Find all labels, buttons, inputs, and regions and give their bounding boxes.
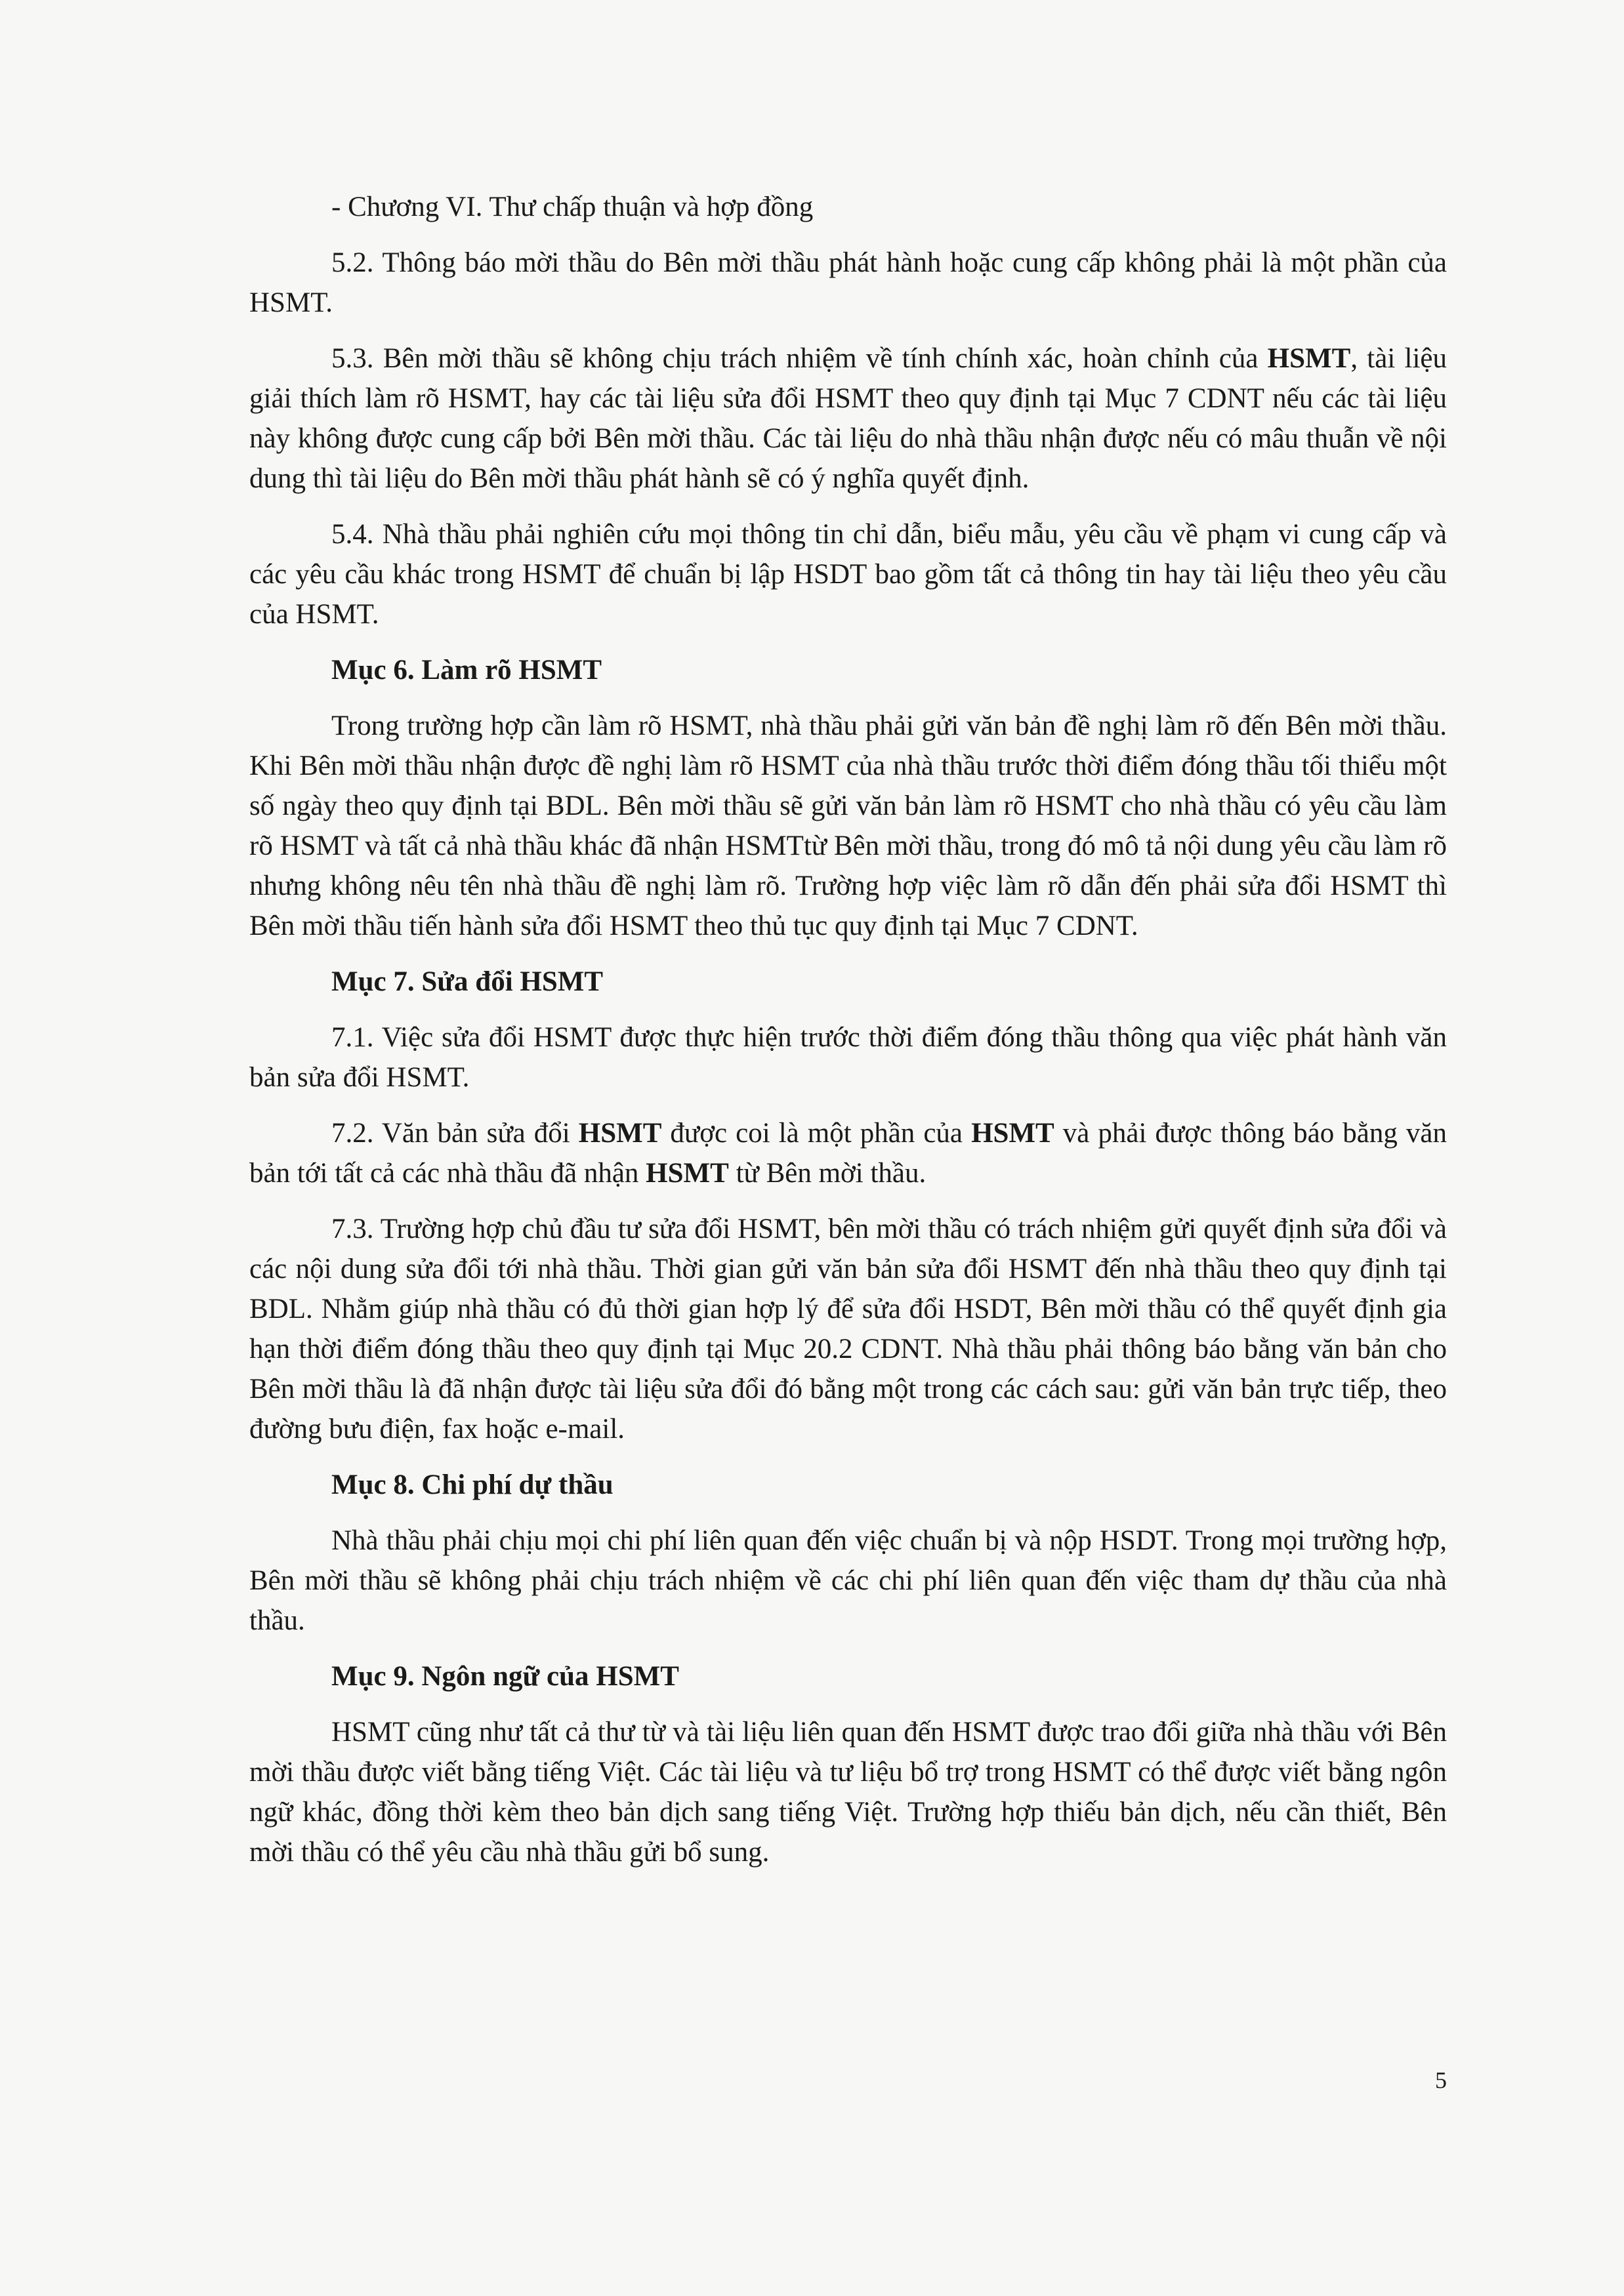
text-run: 5.4. Nhà thầu phải nghiên cứu mọi thông tin chỉ dẫn, biểu mẫu, yêu cầu về phạm vi cung cấp và các yêu cầu khác trong HSMT để chuẩn bị lập HSDT bao gồm tất cả thông tin hay tài liệu theo yêu cầu của HSMT. [249, 519, 1447, 630]
text-run: và phải được thông báo bằng văn bản tới tất cả các nhà thầu đã nhận [249, 1118, 1447, 1189]
text-run: HSMT cũng như tất cả thư từ và tài liệu liên quan đến HSMT được trao đổi giữa nhà thầu với Bên mời thầu được viết bằng tiếng Việt. Các tài liệu và tư liệu bổ trợ trong HSMT có thể được viết bằng ngôn ngữ khác, đồng thời kèm theo bản dịch sang tiếng Việt. Trường hợp thiếu bản dịch, nếu cần thiết, Bên mời thầu có thể yêu cầu nhà thầu gửi bổ sung. [249, 1717, 1447, 1868]
paragraph [249, 338, 1447, 499]
paragraph [249, 1712, 1447, 1872]
paragraph [249, 1521, 1447, 1641]
text-run: 5.3. Bên mời thầu sẽ không chịu trách nhiệm về tính chính xác, hoàn chỉnh của [331, 343, 1268, 374]
text-run: 7.2. Văn bản sửa đổi [331, 1118, 579, 1149]
text-run: 7.3. Trường hợp chủ đầu tư sửa đổi HSMT, bên mời thầu có trách nhiệm gửi quyết định sửa đổi và các nội dung sửa đổi tới nhà thầu. Thời gian gửi văn bản sửa đổi HSMT đến nhà thầu theo quy định tại BDL. Nhằm giúp nhà thầu có đủ thời gian hợp lý để sửa đổi HSDT, Bên mời thầu có thể quyết định gia hạn thời điểm đóng thầu theo quy định tại Mục 20.2 CDNT. Nhà thầu phải thông báo bằng văn bản cho Bên mời thầu là đã nhận được tài liệu sửa đổi đó bằng một trong các cách sau: gửi văn bản trực tiếp, theo đường bưu điện, fax hoặc e-mail. [249, 1214, 1447, 1445]
bold-text: HSMT [1267, 343, 1351, 374]
text-run: 5.2. Thông báo mời thầu do Bên mời thầu phát hành hoặc cung cấp không phải là một phần của HSMT. [249, 247, 1447, 318]
paragraph [249, 1113, 1447, 1193]
text-run: , tài liệu giải thích làm rõ HSMT, hay các tài liệu sửa đổi HSMT theo quy định tại Mục 7 CDNT nếu các tài liệu này không được cung cấp bởi Bên mời thầu. Các tài liệu do nhà thầu nhận được nếu có mâu thuẫn về nội dung thì tài liệu do Bên mời thầu phát hành sẽ có ý nghĩa quyết định. [249, 343, 1447, 494]
paragraph [249, 1017, 1447, 1097]
paragraph [249, 706, 1447, 946]
document-body [249, 187, 1447, 1888]
text-run: được coi là một phần của [661, 1118, 972, 1149]
text-run: Trong trường hợp cần làm rõ HSMT, nhà thầu phải gửi văn bản đề nghị làm rõ đến Bên mời thầu. Khi Bên mời thầu nhận được đề nghị làm rõ HSMT của nhà thầu trước thời điểm đóng thầu tối thiểu một số ngày theo quy định tại BDL. Bên mời thầu sẽ gửi văn bản làm rõ HSMT cho nhà thầu có yêu cầu làm rõ HSMT và tất cả nhà thầu khác đã nhận HSMTtừ Bên mời thầu, trong đó mô tả nội dung yêu cầu làm rõ nhưng không nêu tên nhà thầu đề nghị làm rõ. Trường hợp việc làm rõ dẫn đến phải sửa đổi HSMT thì Bên mời thầu tiến hành sửa đổi HSMT theo thủ tục quy định tại Mục 7 CDNT. [249, 710, 1447, 941]
page-number: 5 [1435, 2067, 1447, 2093]
paragraph [249, 514, 1447, 634]
section-heading [249, 1465, 1447, 1505]
section-heading [249, 1656, 1447, 1696]
text-run: 7.1. Việc sửa đổi HSMT được thực hiện trước thời điểm đóng thầu thông qua việc phát hành văn bản sửa đổi HSMT. [249, 1022, 1447, 1093]
bold-text: HSMT [971, 1118, 1054, 1149]
section-heading [249, 650, 1447, 690]
text-run: - Chương VI. Thư chấp thuận và hợp đồng [331, 192, 814, 222]
paragraph [249, 243, 1447, 323]
bold-text: HSMT [578, 1118, 662, 1149]
bold-text: HSMT [646, 1158, 729, 1189]
paragraph [249, 187, 1447, 227]
section-heading [249, 962, 1447, 1002]
text-run: Mục 6. Làm rõ HSMT [331, 655, 602, 686]
text-run: Mục 8. Chi phí dự thầu [331, 1469, 614, 1500]
text-run: Mục 7. Sửa đổi HSMT [331, 966, 604, 997]
text-run: Nhà thầu phải chịu mọi chi phí liên quan đến việc chuẩn bị và nộp HSDT. Trong mọi trường hợp, Bên mời thầu sẽ không phải chịu trách nhiệm về các chi phí liên quan đến việc tham dự thầu của nhà thầu. [249, 1525, 1447, 1636]
text-run: Mục 9. Ngôn ngữ của HSMT [331, 1661, 679, 1692]
text-run: từ Bên mời thầu. [728, 1158, 927, 1189]
paragraph [249, 1209, 1447, 1449]
